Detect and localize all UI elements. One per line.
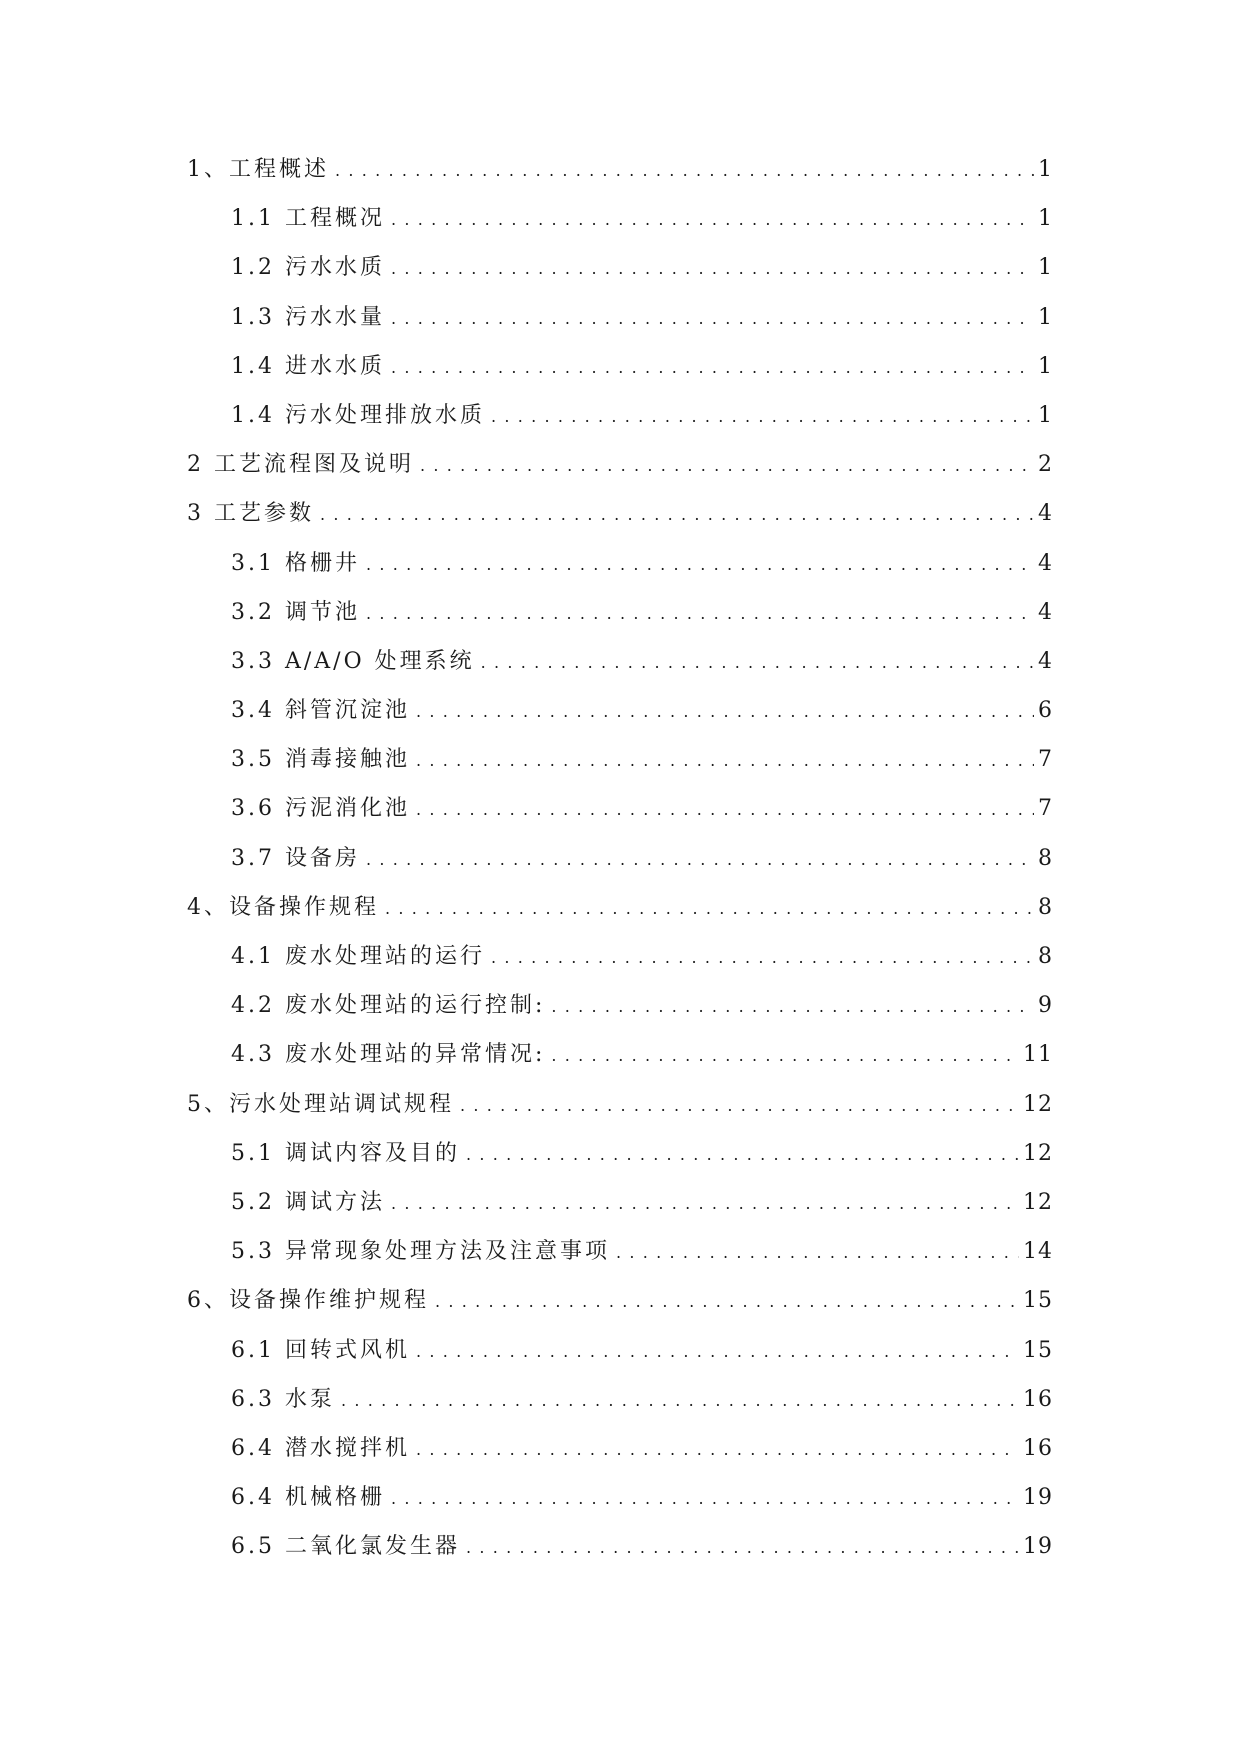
toc-entry-title: 4.2 废水处理站的运行控制:: [231, 993, 546, 1019]
toc-entry-page: 1: [1038, 304, 1053, 330]
toc-entry-title: 1.1 工程概况: [231, 206, 385, 232]
toc-entry-page: 4: [1038, 599, 1053, 625]
toc-entry-title: 3.7 设备房: [231, 845, 360, 871]
toc-entry[interactable]: [187, 988, 1053, 1037]
toc-entry-page: 16: [1023, 1435, 1053, 1461]
toc-dot-leader: [481, 649, 1034, 674]
toc-entry-page: 8: [1038, 944, 1053, 969]
toc-dot-leader: [391, 206, 1034, 231]
toc-entry-title: 6、设备操作维护规程: [187, 1288, 429, 1314]
toc-entry-page: 1: [1038, 206, 1053, 232]
toc-entry[interactable]: [187, 201, 1053, 250]
toc-entry-title: 6.1 回转式风机: [231, 1337, 410, 1363]
toc-entry[interactable]: [187, 693, 1053, 742]
toc-entry-page: 9: [1038, 993, 1053, 1019]
toc-entry-title: 1.4 进水水质: [231, 353, 385, 379]
toc-entry-title: 5、污水处理站调试规程: [187, 1091, 454, 1117]
toc-entry-page: 4: [1038, 550, 1053, 576]
toc-entry[interactable]: [187, 1234, 1053, 1283]
toc-entry[interactable]: [187, 890, 1053, 939]
toc-entry[interactable]: [187, 1136, 1053, 1185]
toc-entry-page: 1: [1038, 255, 1053, 281]
toc-entry-title: 6.4 潜水搅拌机: [231, 1435, 410, 1461]
toc-entry-title: 3.3 A/A/O 处理系统: [231, 648, 475, 674]
toc-entry-page: 1: [1038, 402, 1053, 428]
toc-entry-title: 4.3 废水处理站的异常情况:: [231, 1042, 546, 1068]
toc-entry-page: 1: [1038, 353, 1053, 379]
toc-dot-leader: [366, 551, 1034, 576]
toc-entry[interactable]: [187, 1480, 1053, 1529]
toc-entry[interactable]: [187, 398, 1053, 447]
toc-dot-leader: [491, 944, 1034, 969]
toc-entry-title: 1.4 污水处理排放水质: [231, 402, 485, 428]
toc-dot-leader: [391, 1485, 1019, 1510]
toc-dot-leader: [416, 747, 1034, 772]
toc-dot-leader: [416, 1338, 1019, 1363]
toc-entry-page: 19: [1023, 1534, 1053, 1560]
toc-entry-page: 4: [1038, 648, 1053, 674]
toc-entry-page: 15: [1023, 1288, 1053, 1314]
toc-entry-page: 1: [1038, 157, 1053, 182]
toc-entry-title: 6.4 机械格栅: [231, 1485, 385, 1511]
toc-dot-leader: [551, 993, 1034, 1018]
toc-entry[interactable]: [187, 791, 1053, 840]
toc-entry-title: 6.5 二氧化氯发生器: [231, 1534, 460, 1560]
table-of-contents: [187, 152, 1053, 1578]
toc-dot-leader: [366, 600, 1034, 625]
toc-dot-leader: [416, 1436, 1019, 1461]
toc-entry[interactable]: [187, 250, 1053, 299]
toc-entry[interactable]: [187, 1185, 1053, 1234]
toc-dot-leader: [391, 354, 1034, 379]
toc-dot-leader: [391, 305, 1034, 330]
toc-dot-leader: [466, 1534, 1019, 1559]
toc-entry-title: 5.1 调试内容及目的: [231, 1140, 460, 1166]
toc-entry-page: 12: [1023, 1189, 1053, 1215]
toc-entry[interactable]: [187, 349, 1053, 398]
toc-entry-page: 8: [1038, 894, 1053, 920]
toc-entry[interactable]: [187, 841, 1053, 890]
toc-entry[interactable]: [187, 595, 1053, 644]
toc-entry[interactable]: [187, 742, 1053, 791]
toc-dot-leader: [435, 1288, 1019, 1313]
toc-entry-page: 7: [1038, 747, 1053, 773]
toc-entry[interactable]: [187, 152, 1053, 201]
toc-entry-page: 7: [1038, 796, 1053, 822]
toc-entry[interactable]: [187, 300, 1053, 349]
toc-entry[interactable]: [187, 1283, 1053, 1332]
toc-entry-title: 6.3 水泵: [231, 1386, 335, 1412]
toc-dot-leader: [391, 255, 1034, 280]
toc-entry[interactable]: [187, 496, 1053, 545]
toc-entry-title: 3 工艺参数: [187, 501, 314, 527]
toc-dot-leader: [341, 1387, 1019, 1412]
toc-entry-title: 1、工程概述: [187, 157, 329, 182]
toc-entry[interactable]: [187, 1333, 1053, 1382]
toc-dot-leader: [385, 895, 1034, 920]
toc-dot-leader: [616, 1239, 1019, 1264]
toc-entry-title: 5.3 异常现象处理方法及注意事项: [231, 1239, 610, 1265]
toc-entry-page: 16: [1023, 1386, 1053, 1412]
toc-entry-page: 6: [1038, 698, 1053, 724]
toc-entry-title: 4.1 废水处理站的运行: [231, 944, 485, 969]
toc-entry-page: 12: [1023, 1140, 1053, 1166]
toc-dot-leader: [416, 698, 1034, 723]
toc-entry[interactable]: [187, 1037, 1053, 1086]
toc-entry[interactable]: [187, 644, 1053, 693]
toc-entry-page: 14: [1023, 1239, 1053, 1265]
toc-entry-page: 15: [1023, 1337, 1053, 1363]
toc-entry-title: 4、设备操作规程: [187, 894, 379, 920]
toc-dot-leader: [491, 403, 1034, 428]
toc-dot-leader: [335, 157, 1034, 182]
toc-entry[interactable]: [187, 939, 1053, 988]
toc-dot-leader: [551, 1042, 1019, 1067]
toc-entry-page: 12: [1023, 1091, 1053, 1117]
toc-entry-title: 3.1 格栅井: [231, 550, 360, 576]
toc-entry-title: 3.5 消毒接触池: [231, 747, 410, 773]
toc-entry-title: 3.2 调节池: [231, 599, 360, 625]
toc-entry-title: 3.6 污泥消化池: [231, 796, 410, 822]
toc-entry-page: 11: [1023, 1042, 1053, 1068]
toc-entry[interactable]: [187, 1529, 1053, 1578]
toc-entry-title: 2 工艺流程图及说明: [187, 452, 414, 478]
toc-entry-page: 2: [1038, 452, 1053, 478]
toc-dot-leader: [460, 1092, 1019, 1117]
toc-dot-leader: [366, 846, 1034, 871]
toc-dot-leader: [466, 1141, 1019, 1166]
toc-entry-page: 4: [1038, 501, 1053, 527]
toc-entry-title: 3.4 斜管沉淀池: [231, 698, 410, 724]
toc-dot-leader: [416, 796, 1034, 821]
toc-entry[interactable]: [187, 1431, 1053, 1480]
toc-dot-leader: [420, 452, 1034, 477]
toc-dot-leader: [320, 501, 1034, 526]
toc-entry[interactable]: [187, 1382, 1053, 1431]
toc-entry[interactable]: [187, 546, 1053, 595]
toc-entry-page: 8: [1038, 845, 1053, 871]
toc-entry-page: 19: [1023, 1485, 1053, 1511]
toc-entry[interactable]: [187, 447, 1053, 496]
toc-entry[interactable]: [187, 1087, 1053, 1136]
toc-entry-title: 1.3 污水水量: [231, 304, 385, 330]
toc-entry-title: 1.2 污水水质: [231, 255, 385, 281]
toc-dot-leader: [391, 1190, 1019, 1215]
toc-entry-title: 5.2 调试方法: [231, 1189, 385, 1215]
